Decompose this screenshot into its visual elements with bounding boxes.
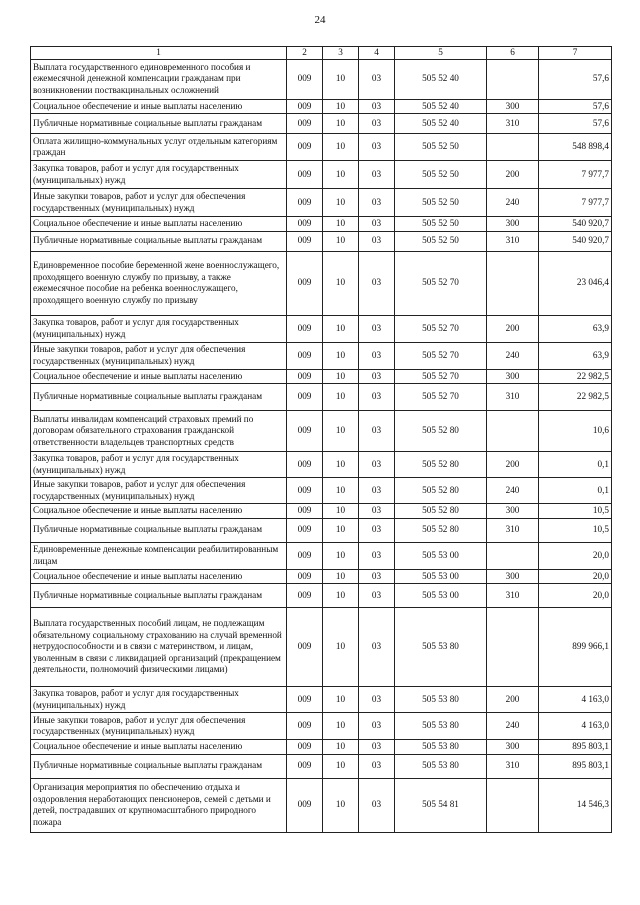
row-section: 10 [323,713,359,740]
row-name: Публичные нормативные социальные выплаты гражданам [31,384,287,411]
row-section: 10 [323,518,359,542]
row-expense-type: 300 [487,217,539,232]
row-section: 10 [323,114,359,134]
row-target-article: 505 52 70 [395,369,487,384]
row-target-article: 505 52 80 [395,478,487,504]
row-expense-type: 310 [487,518,539,542]
row-amount: 548 898,4 [539,134,612,161]
row-expense-type: 300 [487,740,539,755]
row-target-article: 505 52 50 [395,189,487,217]
row-subsection: 03 [359,542,395,569]
row-section: 10 [323,584,359,608]
row-target-article: 505 52 50 [395,217,487,232]
table-row [31,161,612,189]
row-expense-type: 310 [487,584,539,608]
column-header-grbs: 2 [287,47,323,60]
row-grbs: 009 [287,231,323,251]
table-row [31,231,612,251]
row-section: 10 [323,504,359,519]
column-header-amount: 7 [539,47,612,60]
row-name: Выплаты инвалидам компенсаций страховых премий по договорам обязательного страхования гражданской ответственности владельцев транспортных средств [31,411,287,452]
row-expense-type: 300 [487,369,539,384]
row-amount: 7 977,7 [539,189,612,217]
row-target-article: 505 52 40 [395,114,487,134]
row-section: 10 [323,411,359,452]
row-expense-type: 240 [487,713,539,740]
row-name: Социальное обеспечение и иные выплаты населению [31,740,287,755]
column-header-target-article: 5 [395,47,487,60]
row-amount: 57,6 [539,99,612,114]
table-row [31,687,612,713]
row-target-article: 505 52 80 [395,518,487,542]
row-name: Оплата жилищно-коммунальных услуг отдельным категориям граждан [31,134,287,161]
row-grbs: 009 [287,778,323,832]
row-section: 10 [323,342,359,369]
row-grbs: 009 [287,542,323,569]
row-grbs: 009 [287,608,323,687]
row-expense-type [487,778,539,832]
row-target-article: 505 53 00 [395,542,487,569]
row-subsection: 03 [359,713,395,740]
row-grbs: 009 [287,217,323,232]
row-grbs: 009 [287,754,323,778]
row-name: Иные закупки товаров, работ и услуг для обеспечения государственных (муниципальных) нужд [31,713,287,740]
row-subsection: 03 [359,369,395,384]
budget-table [30,46,612,833]
row-target-article: 505 52 80 [395,504,487,519]
row-section: 10 [323,99,359,114]
row-amount: 0,1 [539,452,612,478]
table-row [31,518,612,542]
row-amount: 10,6 [539,411,612,452]
row-section: 10 [323,369,359,384]
row-amount: 10,5 [539,518,612,542]
row-section: 10 [323,778,359,832]
row-grbs: 009 [287,369,323,384]
table-body [31,59,612,832]
row-expense-type [487,608,539,687]
row-target-article: 505 52 70 [395,384,487,411]
row-amount: 20,0 [539,542,612,569]
row-grbs: 009 [287,411,323,452]
row-name: Публичные нормативные социальные выплаты гражданам [31,231,287,251]
row-target-article: 505 52 70 [395,251,487,315]
table-row [31,59,612,99]
row-grbs: 009 [287,384,323,411]
row-amount: 20,0 [539,584,612,608]
header-row [31,47,612,60]
row-section: 10 [323,384,359,411]
table-row [31,608,612,687]
table-row [31,542,612,569]
row-amount: 57,6 [539,59,612,99]
row-section: 10 [323,569,359,584]
row-expense-type: 310 [487,754,539,778]
row-target-article: 505 52 50 [395,161,487,189]
row-amount: 23 046,4 [539,251,612,315]
row-name: Иные закупки товаров, работ и услуг для обеспечения государственных (муниципальных) нужд [31,478,287,504]
row-name: Публичные нормативные социальные выплаты гражданам [31,584,287,608]
row-grbs: 009 [287,713,323,740]
row-name: Выплата государственных пособий лицам, не подлежащим обязательному социальному страхованию на случай временной нетрудоспособности и в связи с материнством, и лицам, уволенным в связи с ликвидацией организаций (прекращением деятельности, полномочий физическими лицами) [31,608,287,687]
table-row [31,315,612,342]
row-section: 10 [323,251,359,315]
row-amount: 4 163,0 [539,687,612,713]
row-subsection: 03 [359,217,395,232]
row-target-article: 505 52 50 [395,134,487,161]
row-section: 10 [323,231,359,251]
table-row [31,740,612,755]
row-expense-type: 310 [487,231,539,251]
row-name: Социальное обеспечение и иные выплаты населению [31,504,287,519]
row-name: Выплата государственного единовременного пособия и ежемесячной денежной компенсации гражданам при возникновении поствакцинальных осложнений [31,59,287,99]
table-row [31,114,612,134]
row-grbs: 009 [287,518,323,542]
table-row [31,778,612,832]
row-amount: 22 982,5 [539,384,612,411]
row-target-article: 505 53 80 [395,754,487,778]
row-amount: 57,6 [539,114,612,134]
row-amount: 540 920,7 [539,217,612,232]
row-section: 10 [323,59,359,99]
column-header-subsection: 4 [359,47,395,60]
row-name: Закупка товаров, работ и услуг для государственных (муниципальных) нужд [31,687,287,713]
row-section: 10 [323,315,359,342]
row-name: Публичные нормативные социальные выплаты гражданам [31,114,287,134]
row-subsection: 03 [359,411,395,452]
table-row [31,411,612,452]
row-grbs: 009 [287,251,323,315]
row-expense-type: 200 [487,315,539,342]
row-amount: 895 803,1 [539,740,612,755]
row-section: 10 [323,740,359,755]
row-subsection: 03 [359,161,395,189]
table-row [31,369,612,384]
row-target-article: 505 54 81 [395,778,487,832]
row-subsection: 03 [359,59,395,99]
row-subsection: 03 [359,342,395,369]
row-subsection: 03 [359,778,395,832]
row-grbs: 009 [287,114,323,134]
row-name: Социальное обеспечение и иные выплаты населению [31,569,287,584]
row-subsection: 03 [359,114,395,134]
row-subsection: 03 [359,478,395,504]
row-expense-type: 310 [487,384,539,411]
row-expense-type: 300 [487,504,539,519]
row-subsection: 03 [359,608,395,687]
row-amount: 540 920,7 [539,231,612,251]
row-subsection: 03 [359,231,395,251]
row-amount: 63,9 [539,342,612,369]
row-section: 10 [323,134,359,161]
row-expense-type: 240 [487,189,539,217]
table-row [31,478,612,504]
row-expense-type [487,542,539,569]
table-row [31,342,612,369]
row-name: Закупка товаров, работ и услуг для государственных (муниципальных) нужд [31,161,287,189]
row-grbs: 009 [287,584,323,608]
row-grbs: 009 [287,687,323,713]
row-amount: 7 977,7 [539,161,612,189]
row-amount: 10,5 [539,504,612,519]
table-row [31,99,612,114]
table-row [31,713,612,740]
table-row [31,189,612,217]
row-subsection: 03 [359,518,395,542]
row-amount: 14 546,3 [539,778,612,832]
row-expense-type: 310 [487,114,539,134]
row-name: Публичные нормативные социальные выплаты гражданам [31,754,287,778]
row-amount: 899 966,1 [539,608,612,687]
row-target-article: 505 53 80 [395,608,487,687]
row-grbs: 009 [287,342,323,369]
row-subsection: 03 [359,452,395,478]
row-expense-type: 200 [487,452,539,478]
row-name: Единовременное пособие беременной жене военнослужащего, проходящего военную службу по призыву, а также ежемесячное пособие на ребенка военнослужащего, проходящего военную службу по призыву [31,251,287,315]
row-name: Публичные нормативные социальные выплаты гражданам [31,518,287,542]
row-subsection: 03 [359,134,395,161]
row-amount: 0,1 [539,478,612,504]
row-target-article: 505 52 70 [395,315,487,342]
column-header-section: 3 [323,47,359,60]
row-subsection: 03 [359,754,395,778]
row-target-article: 505 52 80 [395,452,487,478]
table-row [31,504,612,519]
row-subsection: 03 [359,315,395,342]
row-section: 10 [323,754,359,778]
row-amount: 895 803,1 [539,754,612,778]
row-subsection: 03 [359,99,395,114]
row-name: Единовременные денежные компенсации реабилитированным лицам [31,542,287,569]
page-number: 24 [314,14,326,26]
row-expense-type [487,59,539,99]
row-subsection: 03 [359,251,395,315]
row-grbs: 009 [287,740,323,755]
table-row [31,754,612,778]
row-expense-type [487,251,539,315]
row-subsection: 03 [359,740,395,755]
row-subsection: 03 [359,569,395,584]
row-expense-type [487,411,539,452]
row-section: 10 [323,478,359,504]
column-header-name: 1 [31,47,287,60]
row-expense-type: 300 [487,569,539,584]
row-subsection: 03 [359,584,395,608]
row-grbs: 009 [287,315,323,342]
row-target-article: 505 52 40 [395,99,487,114]
table-row [31,584,612,608]
row-subsection: 03 [359,504,395,519]
row-expense-type: 300 [487,99,539,114]
row-amount: 4 163,0 [539,713,612,740]
table-row [31,251,612,315]
row-amount: 22 982,5 [539,369,612,384]
row-name: Социальное обеспечение и иные выплаты населению [31,369,287,384]
table-row [31,569,612,584]
row-grbs: 009 [287,99,323,114]
row-expense-type: 240 [487,342,539,369]
row-grbs: 009 [287,452,323,478]
row-name: Иные закупки товаров, работ и услуг для обеспечения государственных (муниципальных) нужд [31,342,287,369]
table-row [31,452,612,478]
row-expense-type [487,134,539,161]
table-row [31,384,612,411]
row-name: Организация мероприятия по обеспечению отдыха и оздоровления неработающих пенсионеров, семей с детьми и детей, пострадавших от крупномасштабного природного пожара [31,778,287,832]
row-section: 10 [323,189,359,217]
row-amount: 63,9 [539,315,612,342]
row-section: 10 [323,161,359,189]
row-expense-type: 240 [487,478,539,504]
row-section: 10 [323,687,359,713]
row-name: Социальное обеспечение и иные выплаты населению [31,99,287,114]
row-grbs: 009 [287,59,323,99]
row-name: Социальное обеспечение и иные выплаты населению [31,217,287,232]
row-grbs: 009 [287,161,323,189]
row-subsection: 03 [359,189,395,217]
row-name: Иные закупки товаров, работ и услуг для обеспечения государственных (муниципальных) нужд [31,189,287,217]
row-target-article: 505 53 80 [395,687,487,713]
row-section: 10 [323,452,359,478]
row-name: Закупка товаров, работ и услуг для государственных (муниципальных) нужд [31,315,287,342]
row-target-article: 505 53 00 [395,569,487,584]
column-header-expense-type: 6 [487,47,539,60]
row-target-article: 505 52 50 [395,231,487,251]
row-name: Закупка товаров, работ и услуг для государственных (муниципальных) нужд [31,452,287,478]
row-subsection: 03 [359,384,395,411]
table-row [31,134,612,161]
row-target-article: 505 52 40 [395,59,487,99]
row-section: 10 [323,542,359,569]
row-section: 10 [323,217,359,232]
row-target-article: 505 53 80 [395,740,487,755]
row-subsection: 03 [359,687,395,713]
row-target-article: 505 52 80 [395,411,487,452]
row-section: 10 [323,608,359,687]
row-grbs: 009 [287,478,323,504]
row-amount: 20,0 [539,569,612,584]
row-expense-type: 200 [487,161,539,189]
row-target-article: 505 53 00 [395,584,487,608]
row-grbs: 009 [287,189,323,217]
row-target-article: 505 53 80 [395,713,487,740]
row-target-article: 505 52 70 [395,342,487,369]
row-grbs: 009 [287,134,323,161]
row-expense-type: 200 [487,687,539,713]
row-grbs: 009 [287,504,323,519]
row-grbs: 009 [287,569,323,584]
table-row [31,217,612,232]
